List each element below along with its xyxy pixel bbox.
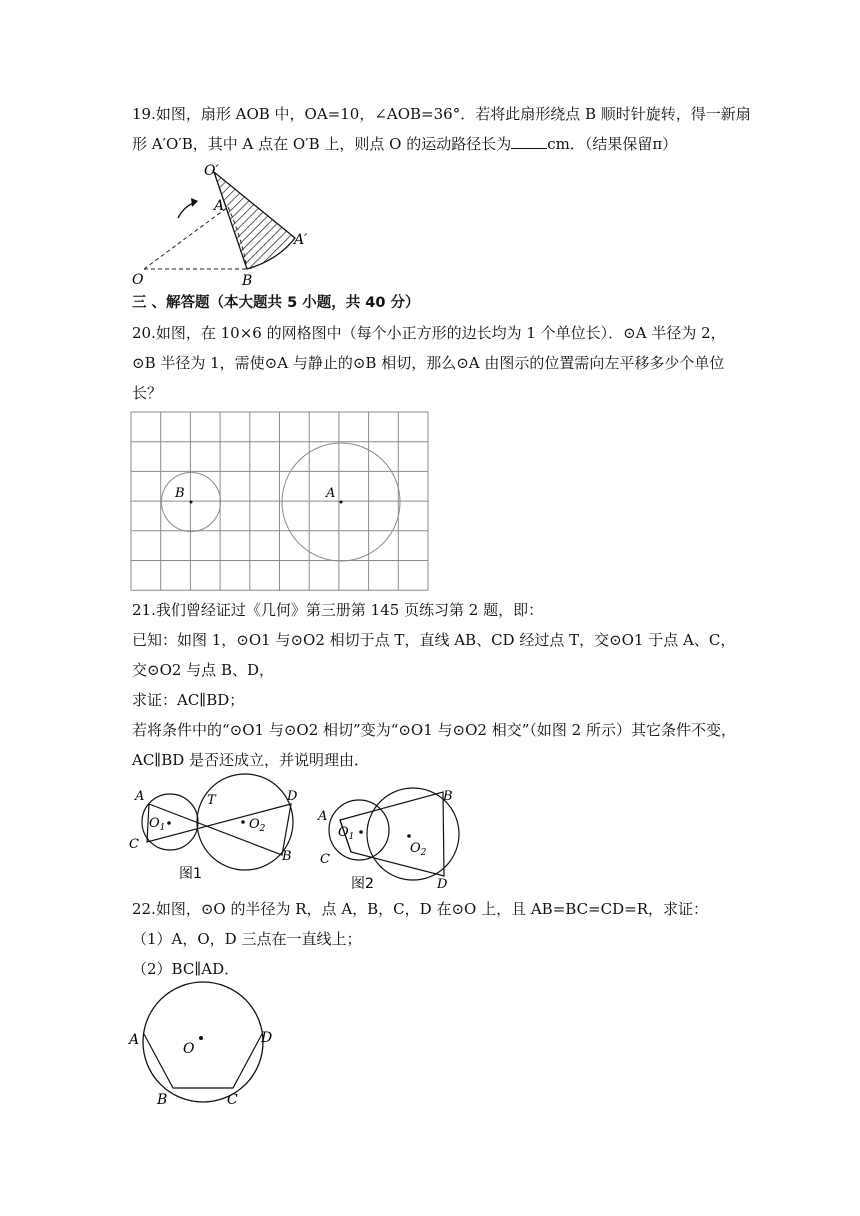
q21-line1: 21.我们曾经证过《几何》第三册第 145 页练习第 2 题，即： bbox=[132, 601, 544, 619]
label-O2: $O_2$ bbox=[410, 841, 427, 858]
q20-line1: 20.如图，在 10×6 的网格图中（每个小正方形的边长均为 1 个单位长）．⊙A 半径为 2， bbox=[132, 324, 726, 342]
label-C: C bbox=[227, 1092, 238, 1108]
center-A bbox=[340, 501, 343, 504]
q19-line2-text: 形 A′O′B，其中 A 点在 O′B 上，则点 O 的运动路径长为 bbox=[132, 135, 512, 153]
label-O1: $O_1$ bbox=[338, 825, 355, 842]
q21-line5: 若将条件中的“⊙O1 与⊙O2 相切”变为“⊙O1 与⊙O2 相交”（如图 2 所示）其它条件不变， bbox=[132, 721, 736, 739]
circle-O2 bbox=[197, 774, 293, 870]
q21-line6: AC∥BD 是否还成立，并说明理由． bbox=[132, 751, 370, 769]
fig1-caption: 图1 bbox=[179, 866, 202, 882]
center-B bbox=[190, 501, 193, 504]
q19-line2 bbox=[132, 133, 677, 155]
q22-line1: 22.如图，⊙O 的半径为 R，点 A，B，C，D 在⊙O 上，且 AB=BC=CD=R，求证： bbox=[132, 900, 708, 918]
grid-lines bbox=[131, 412, 428, 590]
label-D: D bbox=[437, 877, 448, 892]
section-title: 三 、解答题（本大题共 5 小题，共 40 分） bbox=[132, 295, 420, 311]
lines-AB-CD bbox=[147, 804, 291, 855]
dashed-OA bbox=[144, 207, 228, 269]
q22-line3: （2）BC∥AD． bbox=[132, 960, 240, 978]
circle-O bbox=[143, 982, 263, 1102]
q21-figure-2 bbox=[313, 782, 483, 892]
label-A: A bbox=[318, 809, 328, 824]
label-B: B bbox=[282, 849, 292, 864]
lines-AB-CD bbox=[340, 792, 444, 876]
q21-line4: 求证：AC∥BD； bbox=[132, 691, 245, 709]
label-D: D bbox=[261, 1030, 273, 1046]
shaded-sector bbox=[214, 172, 295, 269]
label-O: O bbox=[132, 272, 144, 288]
label-B: B bbox=[242, 273, 253, 289]
label-B: B bbox=[157, 1092, 168, 1108]
q21-line3: 交⊙O2 与点 B、D， bbox=[132, 661, 274, 679]
q21-figure-1 bbox=[127, 782, 307, 882]
label-A-prime: A′ bbox=[294, 232, 308, 248]
q20-grid-figure bbox=[131, 412, 431, 592]
label-A: A bbox=[214, 198, 225, 214]
polyline-ABCD bbox=[144, 1034, 262, 1088]
label-A: A bbox=[129, 1032, 140, 1048]
label-B: B bbox=[443, 789, 453, 804]
q20-line2: ⊙B 半径为 1，需使⊙A 与静止的⊙B 相切，那么⊙A 由图示的位置需向左平移多少个单位 bbox=[132, 354, 725, 372]
label-C: C bbox=[129, 837, 139, 852]
q21-line2: 已知：如图 1，⊙O1 与⊙O2 相切于点 T，直线 AB、CD 经过点 T，交⊙O1 于点 A、C， bbox=[132, 631, 736, 649]
q19-sector-figure bbox=[128, 160, 348, 290]
q22-circle-figure bbox=[127, 986, 287, 1116]
label-D: D bbox=[287, 789, 298, 804]
label-C: C bbox=[320, 852, 330, 867]
q19-line2-unit: cm．（结果保留π） bbox=[547, 135, 678, 153]
q19-line1: 19.如图，扇形 AOB 中，OA=10，∠AOB=36°．若将此扇形绕点 B 顺时针旋转，得一新扇 bbox=[132, 105, 751, 123]
q20-line3: 长？ bbox=[132, 384, 163, 402]
q22-line2: （1）A，O，D 三点在一直线上； bbox=[132, 930, 362, 948]
label-A: A bbox=[135, 789, 145, 804]
answer-blank bbox=[511, 134, 547, 149]
label-O-prime: O′ bbox=[204, 163, 219, 179]
label-A: A bbox=[326, 486, 336, 501]
label-B: B bbox=[175, 486, 185, 501]
label-T: T bbox=[207, 793, 216, 808]
label-O1: $O_1$ bbox=[149, 816, 166, 833]
label-O2: $O_2$ bbox=[249, 817, 266, 834]
label-O: O bbox=[183, 1041, 195, 1057]
fig2-caption: 图2 bbox=[351, 876, 374, 892]
